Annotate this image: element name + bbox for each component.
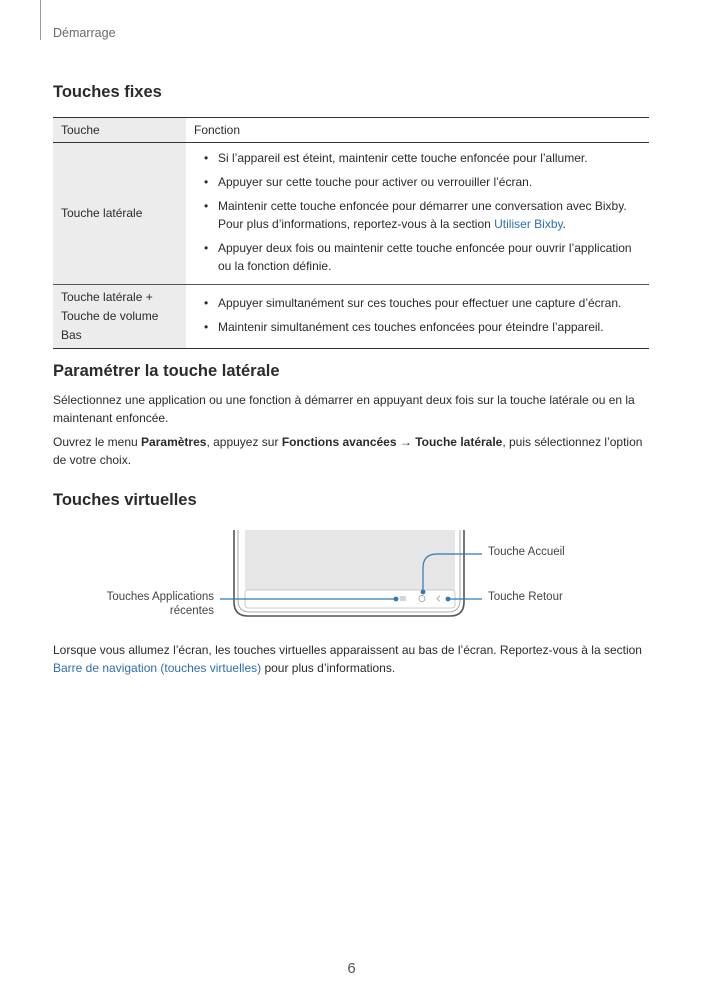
col-key-header: Touche (53, 118, 186, 143)
menu-parametres: Paramètres (141, 435, 207, 449)
paragraph-side-key: Sélectionnez une application ou une fonction à démarrer en appuyant deux fois sur la touche latérale ou en la maintenant enfoncée. (53, 393, 635, 425)
list-item: • Maintenir simultanément ces touches enfoncées pour éteindre l’appareil. (202, 318, 641, 336)
key-cell: Touche latérale (53, 143, 186, 285)
heading-side-key-setup: Paramétrer la touche latérale (53, 362, 280, 380)
label-home-key: Touche Accueil (488, 546, 565, 558)
list-item-text: Maintenir cette touche enfoncée pour démarrer une conversation avec Bixby. Pour plus d’informations, reportez-vous à la section (218, 199, 627, 231)
label-recents-line2: récentes (169, 605, 214, 617)
list-item: • Appuyer simultanément sur ces touches pour effectuer une capture d’écran. (202, 294, 641, 312)
text: Lorsque vous allumez l’écran, les touches virtuelles apparaissent au bas de l’écran. Reportez-vous à la section (53, 643, 642, 657)
link-utiliser-bixby[interactable]: Utiliser Bixby (494, 217, 563, 231)
list-item: • Si l’appareil est éteint, maintenir cette touche enfoncée pour l’allumer. (202, 149, 641, 167)
link-navigation-bar[interactable]: Barre de navigation (touches virtuelles) (53, 661, 262, 675)
table-row (53, 143, 649, 285)
text: Ouvrez le menu (53, 435, 142, 449)
list-item: • Appuyer sur cette touche pour activer ou verrouiller l’écran. (202, 173, 641, 191)
arrow-text: → (396, 435, 416, 449)
text: pour plus d’informations. (261, 661, 396, 675)
page-number: 6 (347, 960, 356, 977)
menu-fonctions-avancees: Fonctions avancées (281, 435, 397, 449)
callout-dot-home (421, 590, 426, 595)
table-row (53, 285, 649, 349)
text: , puis sélectionnez l’option de votre choix. (53, 435, 643, 467)
function-cell (186, 143, 649, 285)
paragraph-side-key-path (53, 433, 649, 469)
list-item (202, 197, 641, 233)
heading-physical-keys: Touches fixes (53, 83, 162, 101)
keys-table (53, 117, 649, 349)
label-recents-key (60, 590, 214, 618)
label-recents-line1: Touches Applications (106, 591, 214, 603)
menu-touche-laterale: Touche latérale (415, 435, 503, 449)
label-back-key: Touche Retour (488, 591, 563, 603)
list-item-suffix: . (562, 217, 566, 231)
paragraph-soft-buttons (53, 641, 649, 677)
heading-soft-buttons: Touches virtuelles (53, 491, 197, 509)
col-function-header: Fonction (186, 118, 649, 143)
section-header: Démarrage (53, 26, 116, 40)
header-rule (40, 0, 41, 40)
list-item: • Appuyer deux fois ou maintenir cette touche enfoncée pour ouvrir l’application ou la fonction définie. (202, 239, 641, 275)
function-cell (186, 285, 649, 349)
callout-dot-recents (394, 597, 399, 602)
key-cell: Touche latérale + Touche de volume Bas (53, 285, 186, 349)
text: , appuyez sur (206, 435, 282, 449)
callout-dot-back (446, 597, 451, 602)
